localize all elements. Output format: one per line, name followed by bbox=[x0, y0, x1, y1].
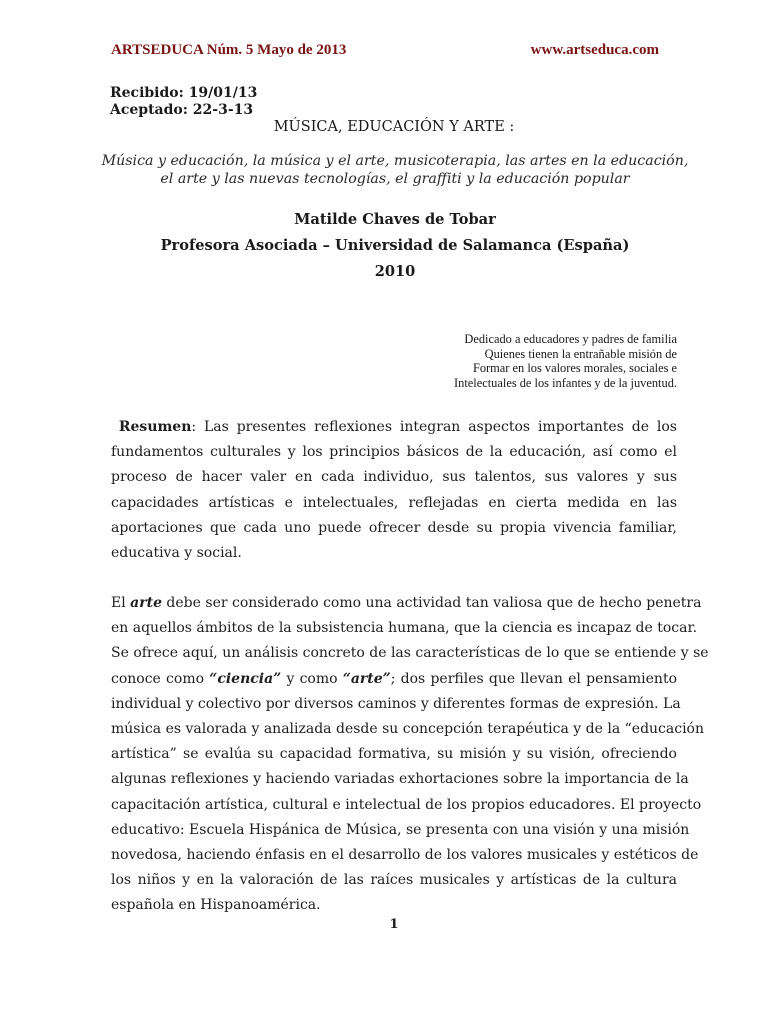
emphasis-ciencia: “ciencia” bbox=[209, 670, 282, 687]
abstract-paragraph bbox=[111, 415, 677, 566]
abstract-line: aportaciones que cada uno puede ofrecer desde su propia vivencia familiar, bbox=[111, 519, 677, 536]
author-affiliation: Profesora Asociada – Universidad de Salamanca (España) bbox=[160, 237, 630, 254]
accepted-date: Aceptado: 22-3-13 bbox=[110, 102, 254, 118]
article-subtitle bbox=[100, 152, 690, 188]
body-paragraph bbox=[111, 591, 709, 919]
publication-year: 2010 bbox=[374, 263, 416, 280]
author-name: Matilde Chaves de Tobar bbox=[294, 211, 496, 228]
body-line: música es valorada y analizada desde su concepción terapéutica y de la “educación bbox=[111, 721, 705, 738]
dedication bbox=[454, 332, 677, 391]
text-segment: conoce como bbox=[111, 670, 210, 687]
author-block bbox=[100, 208, 690, 286]
dedication-line: Quienes tienen la entrañable misión de bbox=[484, 346, 677, 361]
text-segment: ; dos perfiles que llevan el pensamiento bbox=[390, 670, 678, 687]
abstract-text: : Las presentes reflexiones integran aspectos importantes de los bbox=[191, 419, 677, 435]
body-line: española en Hispanoamérica. bbox=[111, 897, 321, 914]
received-date: Recibido: 19/01/13 bbox=[110, 85, 258, 101]
body-line bbox=[111, 591, 702, 616]
abstract-label: Resumen bbox=[118, 419, 192, 435]
emphasis-arte: “arte” bbox=[342, 670, 391, 687]
page-number: 1 bbox=[389, 917, 399, 932]
body-line: algunas reflexiones y haciendo variadas exhortaciones sobre la importancia de la bbox=[111, 771, 689, 788]
body-line: artística” se evalúa su capacidad formativa, su misión y su visión, ofreciendo bbox=[111, 746, 677, 763]
journal-website: www.artseduca.com bbox=[530, 42, 659, 58]
body-line: educativo: Escuela Hispánica de Música, se presenta con una visión y una misión bbox=[111, 821, 690, 838]
subtitle-line: el arte y las nuevas tecnologías, el graffiti y la educación popular bbox=[160, 171, 630, 187]
abstract-line: proceso de hacer valer en cada individuo, sus talentos, sus valores y sus bbox=[111, 469, 677, 486]
body-line: novedosa, haciendo énfasis en el desarrollo de los valores musicales y estéticos de bbox=[111, 847, 699, 864]
body-line: Se ofrece aquí, un análisis concreto de las características de lo que se entiende y se bbox=[111, 645, 709, 662]
text-segment: y como bbox=[281, 670, 343, 687]
subtitle-line: Música y educación, la música y el arte, musicoterapia, las artes en la educación, bbox=[101, 153, 689, 169]
abstract-line: capacidades artísticas e intelectuales, reflejadas en cierta medida en las bbox=[111, 494, 677, 511]
body-line bbox=[111, 667, 677, 692]
abstract-line: fundamentos culturales y los principios básicos de la educación, así como el bbox=[111, 444, 677, 461]
text-segment: El bbox=[111, 595, 131, 611]
emphasis-arte: arte bbox=[130, 595, 162, 611]
body-line: los niños y en la valoración de las raíces musicales y artísticas de la cultura bbox=[111, 872, 677, 889]
abstract-line: educativa y social. bbox=[111, 545, 242, 562]
dedication-line: Formar en los valores morales, sociales e bbox=[472, 361, 677, 376]
journal-name: ARTSEDUCA Núm. 5 Mayo de 2013 bbox=[111, 42, 347, 58]
abstract-line bbox=[111, 415, 677, 440]
text-segment: debe ser considerado como una actividad tan valiosa que de hecho penetra bbox=[161, 595, 702, 611]
dedication-line: Dedicado a educadores y padres de familia bbox=[464, 332, 677, 346]
dedication-line: Intelectuales de los infantes y de la juventud. bbox=[454, 376, 677, 391]
body-line: individual y colectivo por diversos caminos y diferentes formas de expresión. La bbox=[111, 695, 681, 712]
body-line: capacitación artística, cultural e intelectual de los propios educadores. El proyecto bbox=[111, 796, 702, 813]
body-line: en aquellos ámbitos de la subsistencia humana, que la ciencia es incapaz de tocar. bbox=[111, 620, 698, 637]
article-title: MÚSICA, EDUCACIÓN Y ARTE : bbox=[273, 119, 515, 135]
submission-dates bbox=[110, 85, 257, 119]
